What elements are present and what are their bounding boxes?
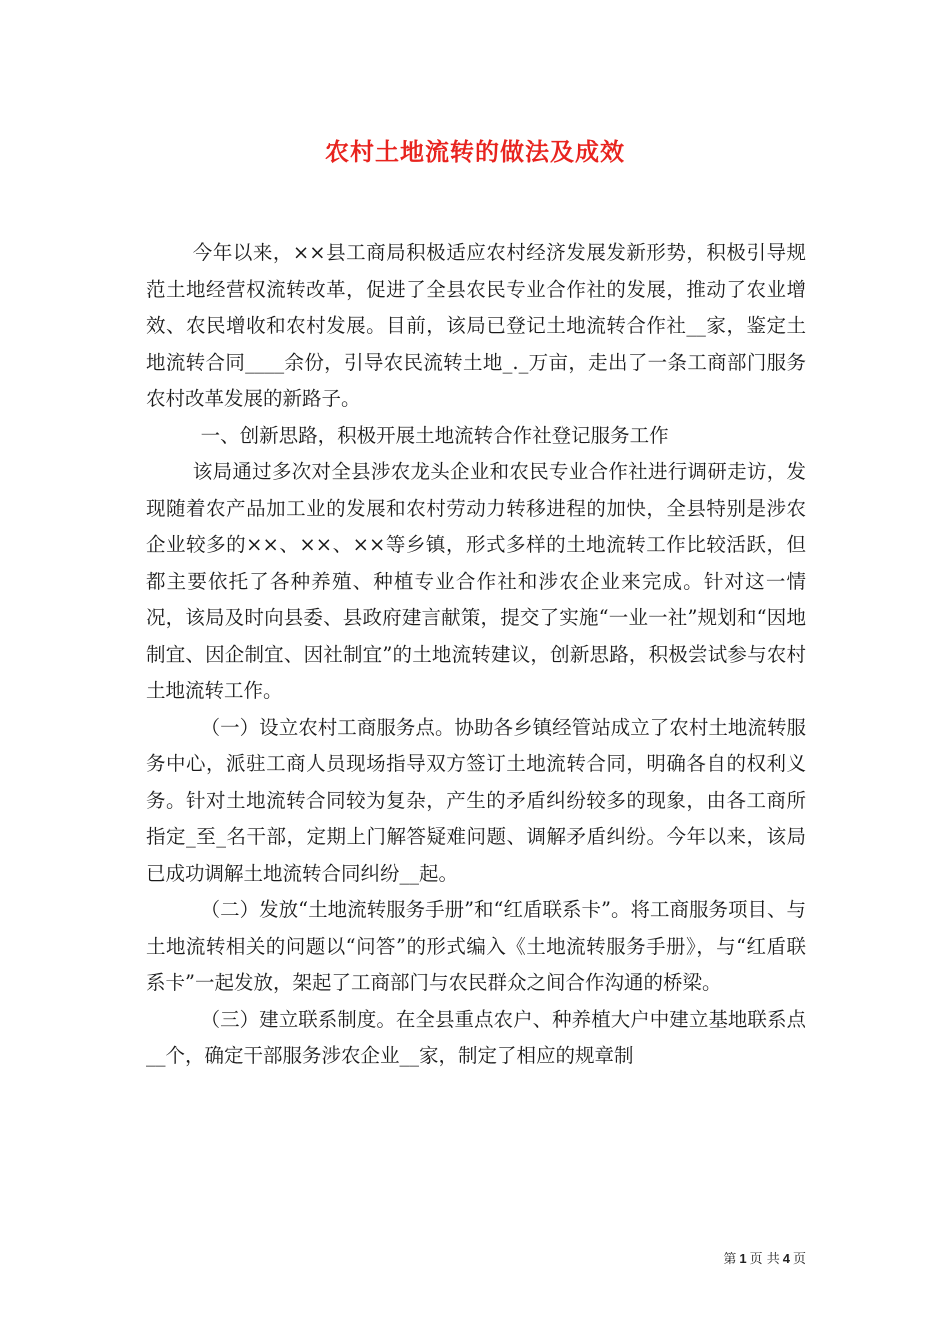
page-current: 1 — [739, 1251, 747, 1266]
paragraph-item-2: （二）发放“土地流转服务手册”和“红盾联系卡”。将工商服务项目、与土地流转相关的问题以“问答”的形式编入《土地流转服务手册》，与“红盾联系卡”一起发放，架起了工商部门与农民群众之间合作沟通的桥梁。 — [146, 898, 806, 994]
page-middle: 页 共 — [749, 1252, 780, 1267]
page-footer — [0, 1248, 806, 1267]
page-suffix: 页 — [792, 1252, 806, 1267]
document-title: 农村土地流转的做法及成效 — [325, 137, 625, 166]
document-body — [146, 235, 806, 1075]
paragraph-item-1: （一）设立农村工商服务点。协助各乡镇经管站成立了农村土地流转服务中心，派驻工商人员现场指导双方签订土地流转合同，明确各自的权利义务。针对土地流转合同较为复杂，产生的矛盾纠纷较多的现象，由各工商所指定_至_名干部，定期上门解答疑难问题、调解矛盾纠纷。今年以来，该局已成功调解土地流转合同纠纷__起。 — [146, 715, 806, 885]
section-heading: 一、创新思路，积极开展土地流转合作社登记服务工作 — [200, 423, 669, 447]
paragraph-section-body: 该局通过多次对全县涉农龙头企业和农民专业合作社进行调研走访，发现随着农产品加工业的发展和农村劳动力转移进程的加快，全县特别是涉农企业较多的××、××、××等乡镇，形式多样的土地流转工作比较活跃，但都主要依托了各种养殖、种植专业合作社和涉农企业来完成。针对这一情况，该局及时向县委、县政府建言献策，提交了实施“一业一社”规划和“因地制宜、因企制宜、因社制宜”的土地流转建议，创新思路，积极尝试参与农村土地流转工作。 — [146, 460, 806, 702]
page-total: 4 — [782, 1251, 790, 1266]
paragraph-intro: 今年以来，××县工商局积极适应农村经济发展发新形势，积极引导规范土地经营权流转改革，促进了全县农民专业合作社的发展，推动了农业增效、农民增收和农村发展。目前，该局已登记土地流转合作社__家，鉴定土地流转合同____余份，引导农民流转土地_._万亩，走出了一条工商部门服务农村改革发展的新路子。 — [146, 241, 806, 410]
paragraph-item-3: （三）建立联系制度。在全县重点农户、种养植大户中建立基地联系点__个，确定干部服务涉农企业__家，制定了相应的规章制 — [146, 1007, 806, 1067]
page-prefix: 第 — [723, 1252, 737, 1267]
